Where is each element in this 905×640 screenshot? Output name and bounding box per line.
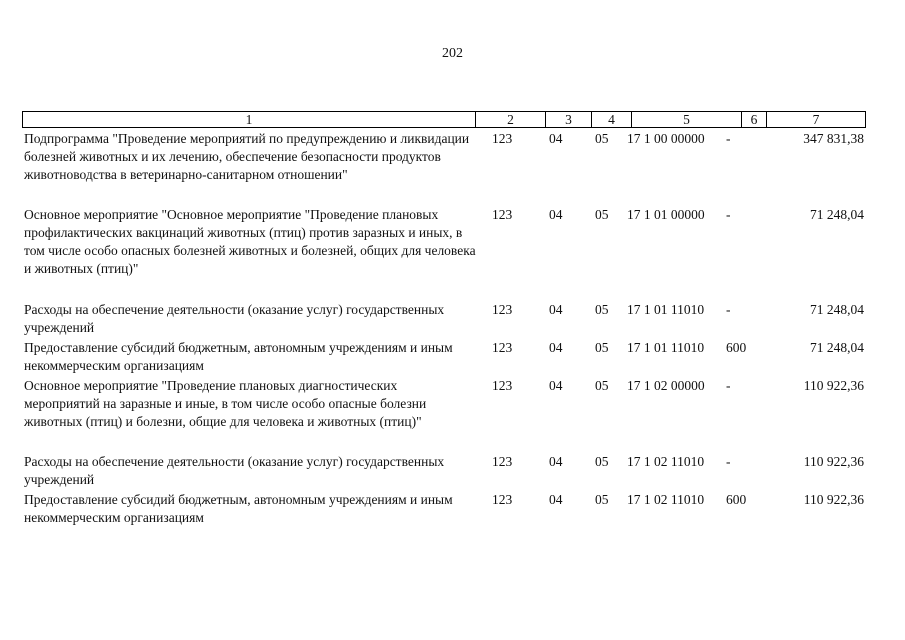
row-code-3: 04 <box>549 131 563 146</box>
row-amount: 71 248,04 <box>810 302 864 317</box>
row-code-3: 04 <box>549 207 563 222</box>
row-description: Подпрограмма "Проведение мероприятий по предупреждению и ликвидации болезней животных и их лечению, обеспечение безопасности продуктов животноводства в ветеринарно-санитарном отношении" <box>24 131 470 182</box>
row-amount: 71 248,04 <box>810 340 864 355</box>
row-description: Расходы на обеспечение деятельности (оказание услуг) государственных учреждений <box>24 302 445 335</box>
row-code-6: - <box>726 131 731 146</box>
row-amount: 347 831,38 <box>803 131 864 146</box>
row-code-6: - <box>726 454 731 469</box>
row-code-5: 17 1 01 11010 <box>627 302 705 317</box>
table-header <box>22 111 866 128</box>
row-code-4: 05 <box>595 454 609 469</box>
column-header-4: 4 <box>591 112 631 127</box>
row-code-5: 17 1 01 00000 <box>627 207 705 222</box>
row-code-4: 05 <box>595 378 609 393</box>
row-code-4: 05 <box>595 340 609 355</box>
column-header-3: 3 <box>545 112 591 127</box>
row-code-3: 04 <box>549 454 563 469</box>
row-description: Основное мероприятие "Основное мероприятие "Проведение плановых профилактических вакцинаций животных (птиц) против заразных и иных, в том числе особо опасных болезней животных и болезней, общих для человека и животных (птиц)" <box>24 207 476 276</box>
row-description: Расходы на обеспечение деятельности (оказание услуг) государственных учреждений <box>24 454 445 487</box>
column-header-7: 7 <box>766 112 865 127</box>
row-code-6: 600 <box>726 340 747 355</box>
row-code-6: - <box>726 302 731 317</box>
row-code-3: 04 <box>549 340 563 355</box>
row-amount: 71 248,04 <box>810 207 864 222</box>
row-code-6: - <box>726 207 731 222</box>
row-code-2: 123 <box>492 492 513 507</box>
row-code-4: 05 <box>595 207 609 222</box>
row-amount: 110 922,36 <box>803 492 864 507</box>
row-code-2: 123 <box>492 454 513 469</box>
row-code-3: 04 <box>549 378 563 393</box>
row-description: Основное мероприятие "Проведение плановых диагностических мероприятий на заразные и иные, в том числе особо опасные болезни животных (птиц) и болезни, общие для человека и животных (птиц)" <box>24 378 427 429</box>
row-code-5: 17 1 00 00000 <box>627 131 705 146</box>
row-amount: 110 922,36 <box>803 454 864 469</box>
row-code-2: 123 <box>492 302 513 317</box>
row-code-5: 17 1 02 00000 <box>627 378 705 393</box>
row-description: Предоставление субсидий бюджетным, автономным учреждениям и иным некоммерческим организациям <box>24 492 453 525</box>
row-code-4: 05 <box>595 492 609 507</box>
row-code-5: 17 1 02 11010 <box>627 454 705 469</box>
row-code-5: 17 1 02 11010 <box>627 492 705 507</box>
column-header-1: 1 <box>245 112 253 127</box>
row-code-2: 123 <box>492 340 513 355</box>
row-code-4: 05 <box>595 131 609 146</box>
row-code-4: 05 <box>595 302 609 317</box>
column-header-5: 5 <box>631 112 741 127</box>
page-number: 202 <box>442 46 463 61</box>
row-code-5: 17 1 01 11010 <box>627 340 705 355</box>
row-code-2: 123 <box>492 378 513 393</box>
row-code-6: 600 <box>726 492 747 507</box>
row-amount: 110 922,36 <box>803 378 864 393</box>
row-description: Предоставление субсидий бюджетным, автономным учреждениям и иным некоммерческим организациям <box>24 340 453 373</box>
row-code-6: - <box>726 378 731 393</box>
row-code-3: 04 <box>549 302 563 317</box>
row-code-2: 123 <box>492 131 513 146</box>
column-header-6: 6 <box>741 112 766 127</box>
row-code-2: 123 <box>492 207 513 222</box>
row-code-3: 04 <box>549 492 563 507</box>
column-header-2: 2 <box>475 112 545 127</box>
